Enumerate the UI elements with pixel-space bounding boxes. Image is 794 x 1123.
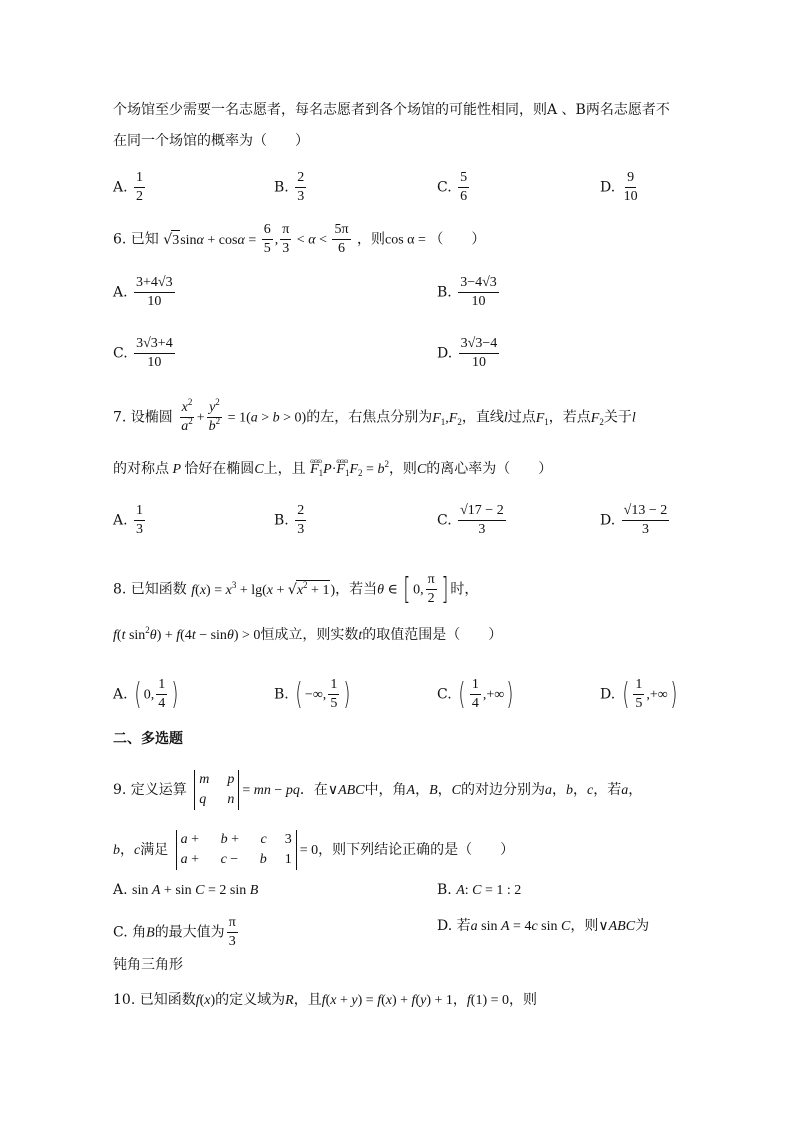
q10-stem: 10. 已知函数f(x)的定义域为R，且f(x + y) = f(x) + f(y) + 1，f(1) = 0，则 — [113, 992, 538, 1008]
q7-stem-line1: 7. 设椭圆 $\frac{x^2}{a^2}$ + $\frac{y^2}{b^2}$ = 1(a > b > 0)的左，右焦点分别为$F_1,F_2$，直线l过点$F_1$，若点$F_2$关于l — [113, 397, 636, 434]
q7-option-a: A. $\frac{1}{3}$ — [113, 503, 144, 537]
q9-option-c: C. 角B的最大值为 $\frac{\pi}{3}$ — [113, 915, 236, 949]
q9-stem-line2: b，c满足 a + b + c 3 a + c − b 1 = 0，则下列结论正确的是（ ） — [113, 830, 514, 870]
q8-option-d: D. ( $\frac{1}{5}$ ,+∞) — [600, 676, 678, 712]
q9-option-d-continued: 钝角三角形 — [113, 957, 183, 973]
q8-stem-line1: 8. 已知函数 $f(x) = x^3 + \lg(x + √x^2 + 1)$，若当θ ∈ [ 0, $\frac{\pi}{2}$ ] 时， — [113, 571, 479, 607]
q6-option-a: A. $\frac{3+4√3}{10}$ — [113, 275, 173, 309]
q9-option-b: B. A: C = 1 : 2 — [437, 882, 522, 898]
q5-option-a: A. $\frac{1}{2}$ — [113, 170, 144, 204]
section-title: 二、多选题 — [113, 731, 183, 747]
q7-stem-line2: 的对称点 P 恰好在椭圆C上，且 ɷɷɷ $F_1P\cdot ɷɷɷ$ $F_1F_2 = b^2$，则C的离心率为（ ） — [113, 459, 552, 480]
q5-text-line1: 个场馆至少需要一名志愿者，每名志愿者到各个场馆的可能性相同，则A 、B两名志愿者不 — [113, 102, 670, 118]
q8-option-b: B. ( −∞, $\frac{1}{5}$ ) — [274, 676, 351, 712]
q5-option-b: B. $\frac{2}{3}$ — [274, 170, 305, 204]
q6-option-b: B. $\frac{3-4√3}{10}$ — [437, 275, 497, 309]
q6-option-c: C. $\frac{3√3+4}{10}$ — [113, 336, 173, 370]
q7-option-d: D. $\frac{√13 - 2}{3}$ — [600, 503, 668, 537]
q8-option-c: C. ( $\frac{1}{4}$ ,+∞) — [437, 676, 514, 712]
q8-option-a: A. ( 0, $\frac{1}{4}$ ) — [113, 676, 179, 712]
q7-option-b: B. $\frac{2}{3}$ — [274, 503, 305, 537]
q5-option-d: D. $\frac{9}{10}$ — [600, 170, 638, 204]
q8-stem-line2: f(t $\sin^2\theta) + f(4t - \sin\theta) > 0$恒成立，则实数t的取值范围是（ ） — [113, 625, 503, 643]
q9-option-d: D. 若a sin A = 4c sin C，则∨ABC为 — [437, 918, 650, 934]
q9-stem-line1: 9. 定义运算 m p q n = mn − pq．在∨ABC中，角A，B，C的对边分别为a，b，c，若a， — [113, 770, 642, 810]
q5-option-c: C. $\frac{5}{6}$ — [437, 170, 468, 204]
q7-option-c: C. $\frac{√17 - 2}{3}$ — [437, 503, 504, 537]
q5-text-line2: 在同一个场馆的概率为（ ） — [113, 133, 309, 149]
q9-option-a: A. sin A + sin C = 2 sin B — [113, 882, 259, 898]
q6-stem: 6. 已知 √3sinα + cosα = $\frac{6}{5}$ , $\frac{\pi}{3}$ < α < $\frac{5\pi}{6}$ ，则cos α = （ ） — [113, 222, 486, 256]
q6-option-d: D. $\frac{3√3-4}{10}$ — [437, 336, 498, 370]
